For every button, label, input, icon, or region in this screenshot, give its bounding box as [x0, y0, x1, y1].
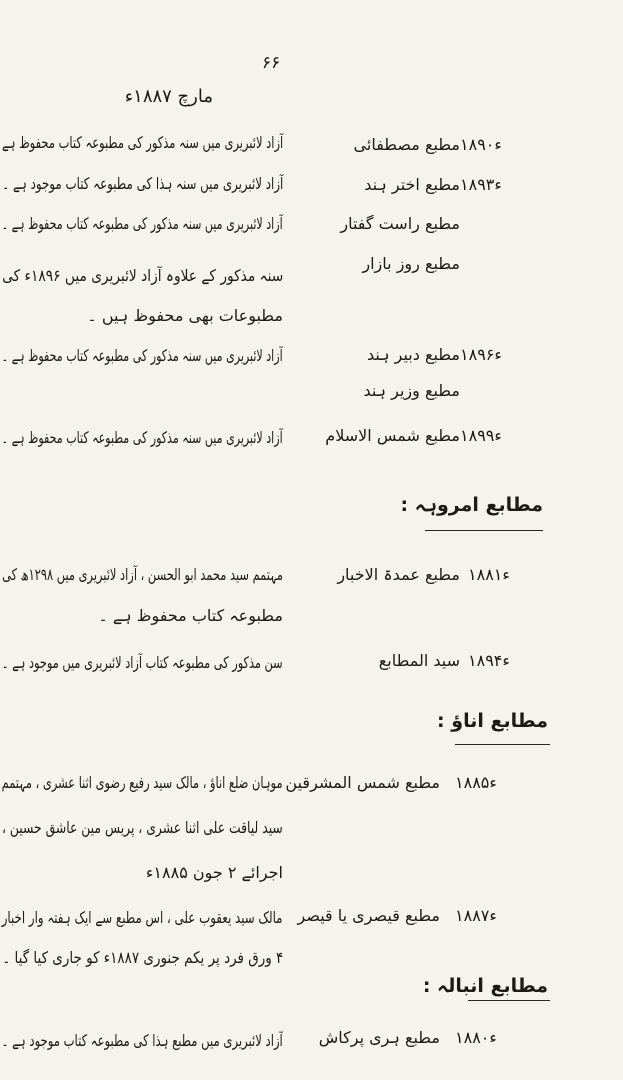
press-name: مطبع اختر ہند	[364, 175, 460, 194]
section-heading-ambala: مطابع انبالہ :	[422, 975, 548, 997]
press-name: مطبع شمس المشرقین	[285, 773, 440, 792]
entry-year: ۱۸۹۰ء	[460, 135, 502, 154]
press-name: مطبع عمدۃ الاخبار	[337, 565, 460, 584]
press-name: سید المطابع	[378, 651, 460, 670]
press-name: مطبع شمس الاسلام	[325, 426, 460, 445]
entry-description-line: ۴ ورق فرد پر یکم جنوری ۱۸۸۷ء کو جاری کیا گیا ۔	[2, 948, 283, 967]
entry-description-line: آزاد لائبریری میں مطبع ہذا کی مطبوعہ کتاب موجود ہے ۔	[1, 1031, 283, 1050]
entry-year: ۱۸۹۶ء	[460, 345, 502, 364]
entry-description-line: آزاد لائبریری میں سنہ مذکور کی مطبوعہ کتاب محفوظ ہے ۔	[2, 214, 283, 233]
month-header: مارچ ۱۸۸۷ء	[124, 86, 213, 107]
entry-year: ۱۸۹۹ء	[460, 426, 502, 445]
entry-description-line: مطبوعات بھی محفوظ ہیں ۔	[87, 306, 283, 325]
entry-description-line: اجرائے ۲ جون ۱۸۸۵ء	[145, 863, 283, 882]
entry-year: ۱۸۸۷ء	[455, 906, 497, 925]
press-name: مطبع دبیر ہند	[366, 345, 460, 364]
press-name: مطبع ہری پرکاش	[318, 1028, 440, 1047]
entry-description-line: سنہ مذکور کے علاوہ آزاد لائبریری میں ۱۸۹۶ء کی	[1, 266, 284, 285]
entry-year: ۱۸۸۰ء	[455, 1028, 497, 1047]
entry-description-line: موہان ضلع اناؤ ، مالک سید رفیع رضوی اثنا عشری ، مہتمم	[2, 773, 283, 792]
press-name: مطبع وزیر ہند	[363, 381, 460, 400]
press-name: مطبع روز بازار	[362, 254, 460, 273]
entry-description-line: سید لیاقت علی اثنا عشری ، پریس مین عاشق حسین ،	[2, 818, 283, 837]
press-name: مطبع مصطفائی	[353, 135, 460, 154]
entry-description-line: مطبوعہ کتاب محفوظ ہے ۔	[98, 606, 283, 625]
entry-description-line: آزاد لائبریری میں سنہ مذکور کی مطبوعہ کتاب محفوظ ہے ۔	[2, 346, 283, 365]
entry-description-line: مہتمم سید محمد ابو الحسن ، آزاد لائبریری میں ۱۲۹۸ھ کی	[2, 565, 284, 584]
entry-year: ۱۸۸۱ء	[468, 565, 510, 584]
entry-year: ۱۸۸۵ء	[455, 773, 497, 792]
entry-description-line: آزاد لائبریری میں سنہ مذکور کی مطبوعہ کتاب محفوظ ہے	[1, 133, 283, 152]
heading-underline	[468, 1000, 550, 1001]
press-name: مطبع قیصری یا قیصر	[297, 906, 440, 925]
heading-underline	[425, 530, 543, 531]
heading-underline	[455, 744, 550, 745]
press-name: مطبع راست گفتار	[340, 214, 460, 233]
entry-year: ۱۸۹۴ء	[468, 651, 510, 670]
entry-description-line: آزاد لائبریری میں سنہ ہذا کی مطبوعہ کتاب موجود ہے ۔	[1, 174, 283, 193]
page-number: ۶۶	[262, 53, 281, 73]
section-heading-amroha: مطابع امروہہ :	[400, 494, 543, 516]
entry-description-line: سن مذکور کی مطبوعہ کتاب آزاد لائبریری میں موجود ہے ۔	[2, 653, 283, 672]
entry-description-line: مالک سید یعقوب علی ، اس مطبع سے ایک ہفتہ وار اخبار	[2, 908, 283, 927]
section-heading-anao: مطابع اناؤ :	[437, 710, 548, 732]
entry-description-line: آزاد لائبریری میں سنہ مذکور کی مطبوعہ کتاب محفوظ ہے ۔	[2, 428, 283, 447]
entry-year: ۱۸۹۳ء	[460, 175, 502, 194]
